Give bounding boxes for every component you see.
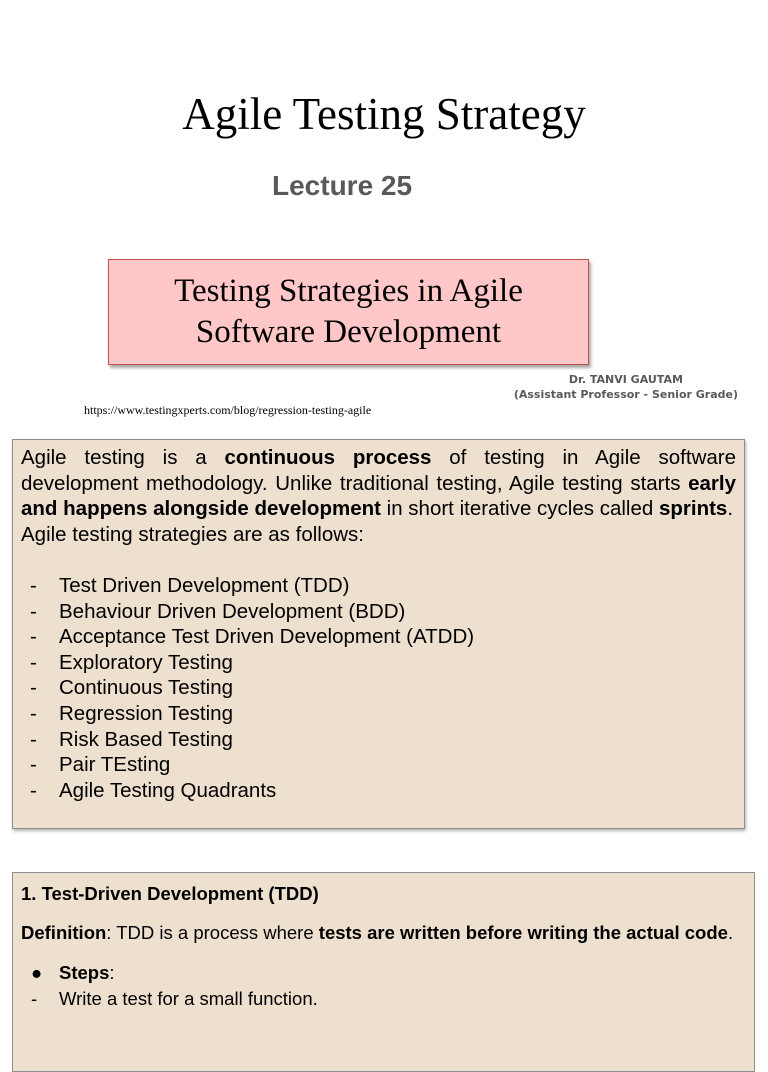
page-title: Agile Testing Strategy [182,89,586,139]
dash-marker: - [30,701,37,725]
intro-text-3: in short iterative cycles called [380,497,659,521]
intro-bold-3: sprints [658,497,728,521]
list-item [21,727,736,753]
strategy-label: Acceptance Test Driven Development (ATDD) [59,625,475,649]
strategy-label: Test Driven Development (TDD) [59,573,350,597]
dash-marker: - [30,625,37,649]
intro-text-2: of testing in Agile software development methodology. Unlike traditional testing, Agile testing starts [21,446,736,495]
definition-bold: tests are written before writing the actual code [318,922,728,943]
topic-box [108,259,589,365]
dash-marker: - [30,573,37,597]
dash-marker: - [30,778,37,802]
steps-colon: : [109,962,115,983]
strategy-label: Risk Based Testing [59,727,233,751]
definition-text-1: : TDD is a process where [106,922,319,943]
definition-label: Definition [21,922,107,943]
strategy-label: Continuous Testing [59,676,233,700]
tdd-definition [21,920,746,946]
strategy-label: Exploratory Testing [59,650,233,674]
strategies-lead: Agile testing strategies are as follows: [21,522,364,546]
definition-text-2: . [727,922,734,943]
list-item [21,624,736,650]
steps-label: Steps [59,962,110,983]
topic-line-2: Software Development [195,314,502,350]
source-link[interactable]: https://www.testingxperts.com/blog/regression-testing-agile [84,403,372,417]
topic-line-1: Testing Strategies in Agile [174,273,523,309]
list-item [21,752,736,778]
dash-marker: - [30,753,37,777]
intro-bold-2: early and happens alongside development [21,471,736,521]
intro-text-4: . [727,497,734,521]
dash-marker: - [31,988,38,1009]
dash-marker: - [30,650,37,674]
strategy-label: Agile Testing Quadrants [59,778,277,802]
list-item [21,675,736,701]
author-role: (Assistant Professor - Senior Grade) [513,388,738,401]
dash-marker: - [30,599,37,623]
list-item [21,573,736,599]
list-item [21,701,736,727]
author-name: Dr. TANVI GAUTAM [568,373,683,386]
step-item [21,986,746,1012]
steps-bullet [21,960,746,986]
list-item [21,778,736,804]
lecture-subtitle: Lecture 25 [272,170,413,201]
tdd-heading: 1. Test-Driven Development (TDD) [21,883,319,904]
bullet-dot-icon: ● [31,962,43,983]
strategy-label: Regression Testing [59,701,233,725]
strategy-label: Pair TEsting [59,753,171,777]
list-item [21,650,736,676]
intro-box [12,439,745,829]
dash-marker: - [30,676,37,700]
intro-paragraph [21,445,736,522]
list-item [21,599,736,625]
intro-text-1: Agile testing is a [21,446,225,469]
strategy-list [21,573,736,803]
intro-bold-1: continuous process [224,446,432,469]
step-text: Write a test for a small function. [59,988,318,1009]
tdd-box [12,872,755,1072]
author-block [514,372,738,402]
strategy-label: Behaviour Driven Development (BDD) [59,599,406,623]
dash-marker: - [30,727,37,751]
